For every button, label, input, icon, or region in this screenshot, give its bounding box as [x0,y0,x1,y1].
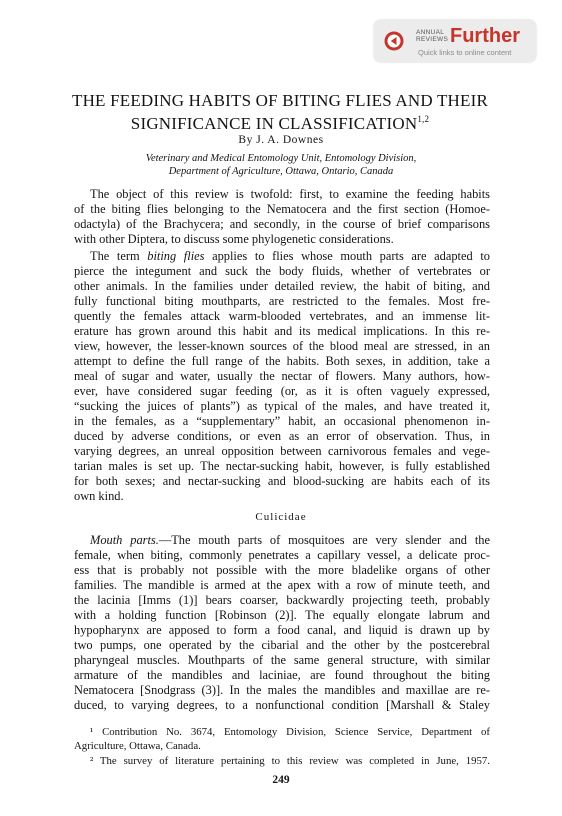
body-text: The term [90,249,148,263]
body-line: own kind. [74,489,124,503]
body-line: “sucking the juices of plants”) as typical of the males, and have treated it, [74,399,490,413]
article-title-text: SIGNIFICANCE IN CLASSIFICATION [130,114,418,133]
body-line [90,249,490,264]
body-line: erature has grown around this habit and its medical implications. In this re- [74,324,490,338]
title-footnote-marker: 1,2 [417,114,430,124]
subsection-mouth-parts: Mouth parts. [90,533,159,547]
banner-quick-links[interactable]: Quick links to online content [418,48,512,57]
body-line: hypopharynx are apposed to form a food canal, and liquid is drawn up by [74,623,490,637]
body-text: applies to flies whose mouth parts are adapted to [204,249,490,263]
footnote-2: ² The survey of literature pertaining to this review was completed in June, 1957. [90,755,490,767]
body-line: varying degrees, an unreal opposition between carnivorous females and vege- [74,444,490,458]
footnote-1: ¹ Contribution No. 3674, Entomology Division, Science Service, Department of [90,726,490,738]
page-number: 249 [272,774,290,786]
author-byline: By J. A. Downes [238,134,324,146]
body-line: in the females, as a “supplementary” habit, an occasional phenomenon in- [74,414,490,428]
body-line: quently the females attack warm-blooded vertebrates, and an immense lit- [74,309,490,323]
body-line: with a holding function [Robinson (2)]. The equally elongate labrum and [74,608,490,622]
body-line: attempt to define the full range of the habits. Both sexes, in addition, take a [74,354,490,368]
term-biting-flies: biting flies [147,249,205,263]
body-line: armature of the mandibles and laciniae, are found throughout the biting [74,668,490,682]
article-title-line2 [60,110,500,133]
body-line: odactyla) of the Brachycera; and secondly, in the course of brief comparisons [74,217,490,231]
body-line: other animals. In the families under detailed review, the habit of biting, and [74,279,490,293]
body-line: meal of sugar and water, usually the nectar of flowers. Many authors, how- [74,369,490,383]
banner-annual-label: ANNUAL [416,29,445,36]
body-line: The object of this review is twofold: first, to examine the feeding habits [90,187,490,201]
body-line: duced by adverse conditions, or even as an error of observation. Thus, in [74,429,490,443]
body-line: two pumps, one operated by the cibarial and the other by the postcerebral [74,638,490,652]
body-line: pierce the integument and suck the body fluids, whether of vertebrates or [74,264,490,278]
section-heading-culicidae: Culicidae [255,511,307,523]
body-line: ever, have considered sugar feeding (or, as it is often vaguely expressed, [74,384,490,398]
play-arrow-icon [384,31,404,51]
body-line: female, when biting, commonly penetrates a capillary vessel, a delicate proc- [74,548,490,562]
body-line: fully functional biting mouthparts, are restricted to the females. Most fre- [74,294,490,308]
body-line: of the biting flies belonging to the Nematocera and the first section (Homoe- [74,202,490,216]
body-line: ess that is probably not possible with the more bladelike organs of other [74,563,490,577]
body-line: the lacinia [Imms (1)] bears coarser, backwardly projecting teeth, probably [74,593,490,607]
body-line: Nematocera [Snodgrass (3)]. In the males the mandibles and maxillae are re- [74,683,490,697]
banner-reviews-label: REVIEWS [416,36,449,43]
affiliation-line2: Department of Agriculture, Ottawa, Ontario, Canada [168,166,394,177]
body-line: with other Diptera, to discuss some phylogenetic considerations. [74,232,394,246]
footnote-1-cont: Agriculture, Ottawa, Canada. [74,740,201,752]
body-line [90,533,490,548]
banner-further-label: Further [450,25,520,47]
body-line: duced, to varying degrees, to a nonfunctional condition [Marshall & Staley [74,698,490,712]
affiliation-line1: Veterinary and Medical Entomology Unit, Entomology Division, [145,153,417,164]
further-banner[interactable] [374,20,536,62]
body-line: tarian males is set up. The nectar-sucking habit, however, is fully established [74,459,490,473]
body-line: view, however, the lesser-known sources of the blood meal are stressed, in an [74,339,490,353]
body-line: families. The mandible is armed at the apex with a row of minute teeth, and [74,578,490,592]
body-line: for both sexes; and nectar-sucking and blood-sucking are habits each of its [74,474,490,488]
body-line: pharyngeal muscles. Mouthparts of the same general structure, with similar [74,653,490,667]
body-text: —The mouth parts of mosquitoes are very slender and the [158,533,490,547]
article-title-line1: THE FEEDING HABITS OF BITING FLIES AND THEIR [71,91,488,110]
